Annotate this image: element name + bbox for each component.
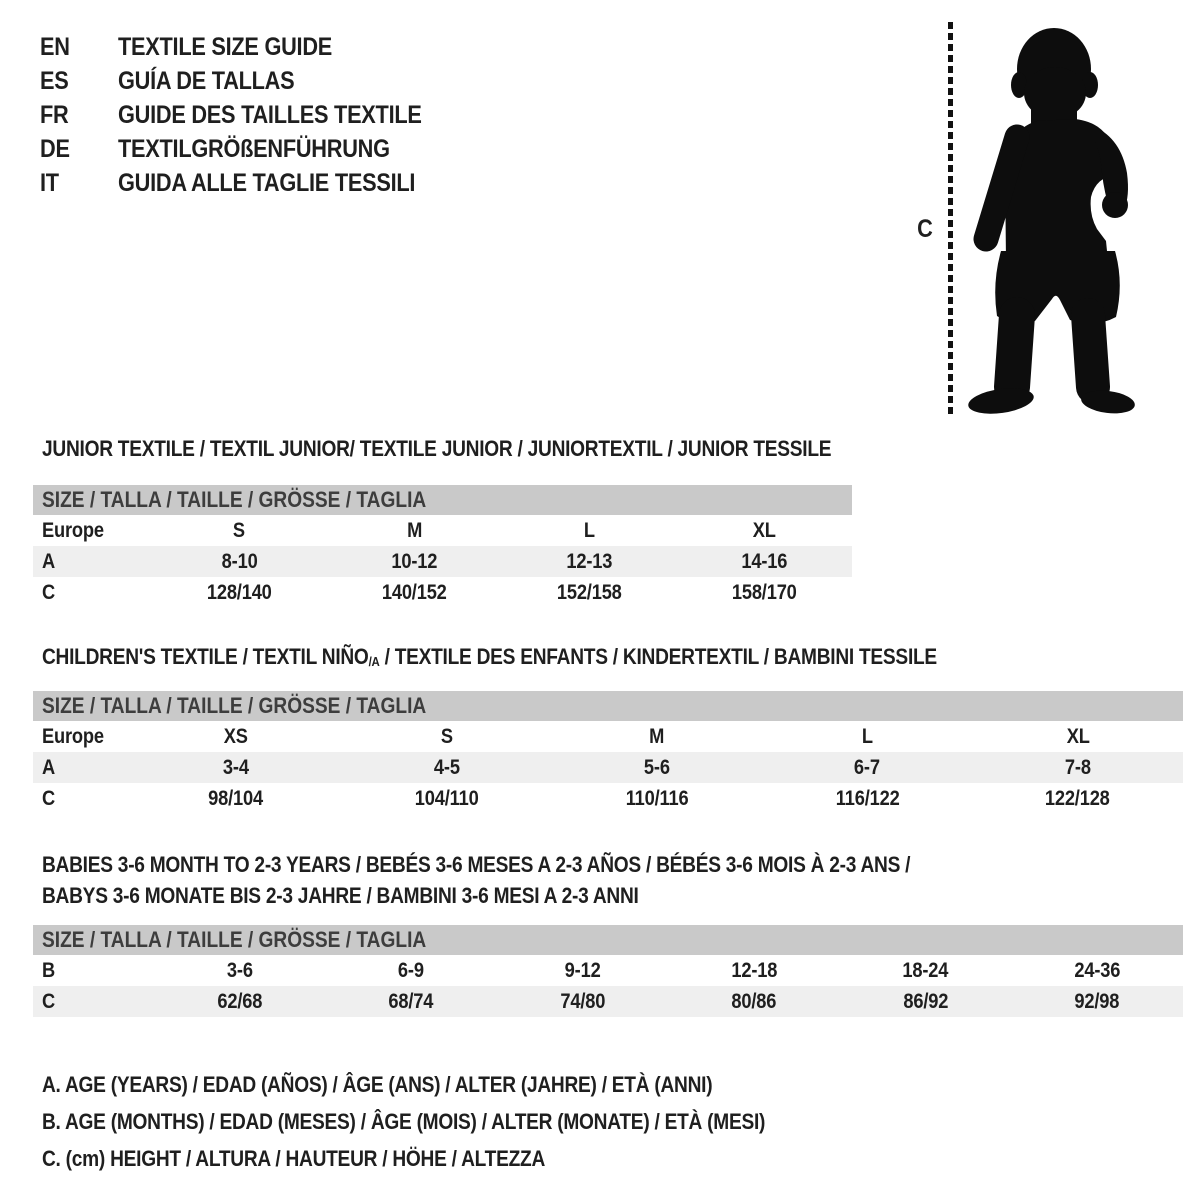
size-cell: S [233, 518, 246, 542]
babies-title-line1: BABIES 3-6 MONTH TO 2-3 YEARS / BEBÉS 3-6 MESES A 2-3 AÑOS / BÉBÉS 3-6 MOIS À 2-3 ANS / [42, 852, 911, 877]
language-code: FR [40, 100, 69, 129]
age-cell: 8-10 [221, 549, 258, 573]
height-measure-label: C [917, 215, 933, 243]
children-section-title: CHILDREN'S TEXTILE / TEXTIL NIÑO/A / TEXTILE DES ENFANTS / KINDERTEXTIL / BAMBINI TESSILE [42, 644, 937, 669]
language-row-fr [40, 98, 467, 132]
size-cell: XL [1066, 724, 1090, 748]
height-cell: 110/116 [625, 786, 689, 810]
legend-height-cm: C. (cm) HEIGHT / ALTURA / HAUTEUR / HÖHE / ALTEZZA [42, 1146, 546, 1171]
size-cell: M [406, 518, 422, 542]
children-size-header: SIZE / TALLA / TAILLE / GRÖSSE / TAGLIA [33, 691, 1183, 721]
age-cell: 14-16 [741, 549, 788, 573]
nino-a-subscript: /A [368, 654, 380, 669]
height-cell: 74/80 [560, 989, 606, 1013]
table-row [33, 986, 1183, 1017]
age-cell: 3-4 [223, 755, 249, 779]
age-cell: 12-18 [731, 958, 778, 982]
guide-title-es: GUÍA DE TALLAS [118, 66, 295, 95]
height-cell: 86/92 [903, 989, 949, 1013]
age-cell: 6-7 [854, 755, 881, 779]
height-cell: 158/170 [732, 580, 797, 604]
junior-table [33, 485, 852, 608]
age-cell: 6-9 [398, 958, 425, 982]
language-code: IT [40, 168, 59, 197]
height-cell: 104/110 [414, 786, 479, 810]
guide-title-fr: GUIDE DES TAILLES TEXTILE [118, 100, 422, 129]
age-cell: 5-6 [643, 755, 670, 779]
row-label: C [42, 786, 56, 810]
row-label: B [42, 958, 56, 982]
size-cell: XS [223, 724, 248, 748]
height-cell: 122/128 [1045, 786, 1111, 810]
language-code: ES [40, 66, 69, 95]
table-row [33, 546, 852, 577]
row-label: A [42, 549, 56, 573]
table-row [33, 721, 1183, 752]
legend-age-years: A. AGE (YEARS) / EDAD (AÑOS) / ÂGE (ANS) / ALTER (JAHRE) / ETÀ (ANNI) [42, 1072, 713, 1097]
row-label: A [42, 755, 56, 779]
children-table [33, 691, 1183, 814]
language-row-es [40, 64, 467, 98]
language-code: DE [40, 134, 70, 163]
age-cell: 4-5 [433, 755, 460, 779]
age-cell: 7-8 [1064, 755, 1091, 779]
height-measure-dashed-line [948, 22, 953, 415]
language-row-it [40, 166, 467, 200]
height-cell: 68/74 [388, 989, 434, 1013]
guide-title-en: TEXTILE SIZE GUIDE [118, 32, 333, 61]
size-cell: M [649, 724, 665, 748]
table-row [33, 783, 1183, 814]
row-label: C [42, 989, 56, 1013]
table-row [33, 955, 1183, 986]
legend [42, 1066, 873, 1177]
height-cell: 62/68 [217, 989, 263, 1013]
age-cell: 9-12 [564, 958, 601, 982]
size-cell: XL [752, 518, 776, 542]
age-cell: 24-36 [1074, 958, 1121, 982]
table-row [33, 515, 852, 546]
guide-title-de: TEXTILGRÖßENFÜHRUNG [118, 134, 390, 163]
junior-size-header: SIZE / TALLA / TAILLE / GRÖSSE / TAGLIA [33, 485, 852, 515]
guide-title-it: GUIDA ALLE TAGLIE TESSILI [118, 168, 416, 197]
row-label: C [42, 580, 56, 604]
babies-table [33, 925, 1183, 1017]
height-cell: 152/158 [556, 580, 622, 604]
babies-section-title [42, 852, 1040, 909]
age-cell: 10-12 [391, 549, 438, 573]
height-cell: 128/140 [206, 580, 272, 604]
toddler-silhouette-icon [955, 15, 1145, 425]
legend-age-months: B. AGE (MONTHS) / EDAD (MESES) / ÂGE (MOIS) / ALTER (MONATE) / ETÀ (MESI) [42, 1109, 766, 1134]
height-cell: 80/86 [731, 989, 777, 1013]
language-row-en [40, 30, 467, 64]
height-cell: 98/104 [208, 786, 264, 810]
age-cell: 3-6 [226, 958, 253, 982]
language-row-de [40, 132, 467, 166]
language-code: EN [40, 32, 70, 61]
age-cell: 12-13 [566, 549, 613, 573]
height-cell: 92/98 [1074, 989, 1120, 1013]
height-cell: 140/152 [381, 580, 447, 604]
row-label: Europe [42, 518, 104, 542]
babies-size-header: SIZE / TALLA / TAILLE / GRÖSSE / TAGLIA [33, 925, 1183, 955]
language-title-block [40, 30, 467, 200]
babies-title-line2: BABYS 3-6 MONATE BIS 2-3 JAHRE / BAMBINI 3-6 MESI A 2-3 ANNI [42, 883, 639, 908]
table-row [33, 752, 1183, 783]
size-cell: L [583, 518, 595, 542]
junior-section-title: JUNIOR TEXTILE / TEXTIL JUNIOR/ TEXTILE JUNIOR / JUNIORTEXTIL / JUNIOR TESSILE [42, 436, 832, 461]
size-cell: S [440, 724, 453, 748]
table-row [33, 577, 852, 608]
size-cell: L [861, 724, 873, 748]
age-cell: 18-24 [902, 958, 949, 982]
row-label: Europe [42, 724, 104, 748]
height-cell: 116/122 [835, 786, 900, 810]
